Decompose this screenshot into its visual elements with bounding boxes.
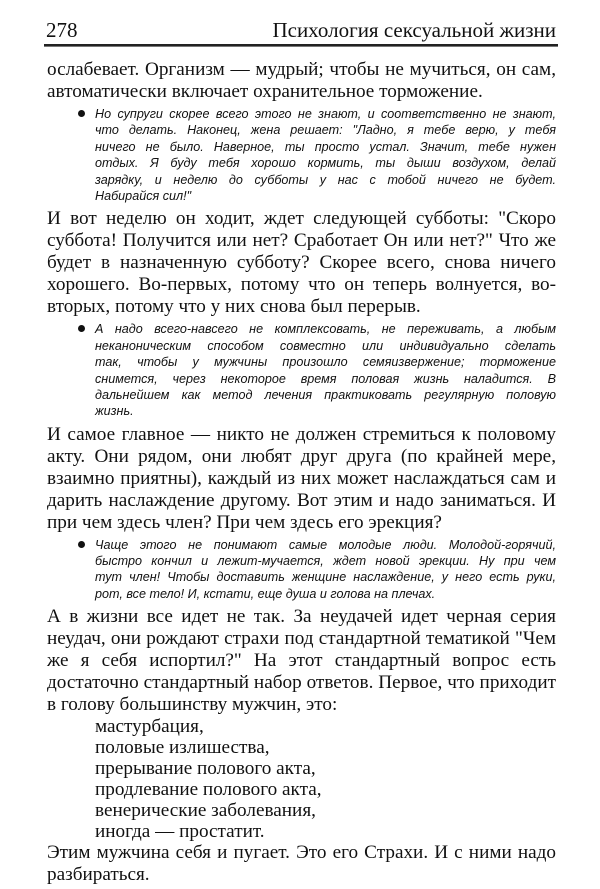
list-item: иногда — простатит.: [95, 821, 265, 843]
text-line: И вот неделю он ходит, ждет следующей субботы: "Скоро: [47, 208, 556, 230]
text-line: автоматически включает охранительное торможение.: [47, 81, 483, 102]
text-line: вторых, потому что у них снова был перерыв.: [47, 296, 421, 318]
list-item: мастурбация,: [95, 716, 204, 738]
paragraph: [47, 424, 556, 534]
list-item: прерывание полового акта,: [95, 758, 316, 780]
text-line: тут член! Чтобы доставить женщине наслаждение, у него есть руки,: [95, 570, 556, 585]
text-line: А в жизни все идет не так. За неудачей идет черная серия: [47, 606, 556, 628]
text-line: жизнь.: [95, 404, 134, 419]
bullet-icon: [78, 110, 85, 117]
text-line: при чем здесь член? При чем здесь его эрекция?: [47, 511, 442, 533]
bullet-icon: [78, 541, 85, 548]
bullet-note: [95, 321, 556, 419]
text-line: же я себя испортил?" На этот стандартный вопрос есть: [47, 650, 556, 672]
bullet-note: [95, 106, 556, 204]
running-title: Психология сексуальной жизни: [272, 18, 556, 42]
text-line: Набирайся сил!": [95, 188, 192, 203]
bullet-note: [95, 537, 556, 603]
text-line: неканоническим способом совместно или индивидуально сделать: [95, 338, 556, 353]
text-line: достаточно стандартный набор ответов. Первое, что приходит: [47, 672, 556, 694]
text-line: И самое главное — никто не должен стремиться к половому: [47, 423, 556, 445]
text-line: зарядку, и неделю до субботы у нас с тобой ничего не будет.: [95, 172, 556, 187]
text-line: снимется, через некоторое время половая жизнь наладится. В: [95, 371, 556, 386]
text-line: взаимно приятны), каждый из них может наслаждаться сам и: [47, 467, 556, 489]
header-rule: [44, 44, 558, 47]
paragraph: [47, 208, 556, 318]
text-line: А надо всего-навсего не комплексовать, не переживать, а любым: [95, 322, 556, 337]
paragraph: [47, 606, 556, 716]
text-line: дальнейшем как метод лечения практиковать регулярную половую: [95, 387, 556, 402]
paragraph: [47, 842, 556, 886]
cause-list: [95, 716, 556, 842]
text-line: в голову большинству мужчин, это:: [47, 694, 338, 716]
page-body: [47, 59, 556, 886]
text-line: что делать. Наконец, жена решает: "Ладно, я тебе верю, у тебя: [95, 123, 556, 138]
page-number: 278: [46, 18, 78, 42]
text-line: акту. Они рядом, они любят друг друга (по крайней мере,: [47, 445, 556, 467]
list-item: венерические заболевания,: [95, 800, 316, 822]
text-line: неудач, они рождают страхи под стандартной тематикой "Чем: [47, 628, 556, 650]
text-line: так, чтобы у мужчины произошло семяизвержение; торможение: [95, 355, 556, 370]
text-line: Чаще этого не понимают самые молодые люди. Молодой-горячий,: [95, 537, 556, 552]
text-line: Этим мужчина себя и пугает. Это его Страхи. И с ними надо: [47, 842, 556, 864]
list-item: продлевание полового акта,: [95, 779, 322, 801]
text-line: Но супруги скорее всего этого не знают, и соответственно не знают,: [95, 107, 556, 121]
paragraph: [47, 59, 556, 103]
text-line: будет в назначенную субботу? Скорее всего, снова ничего: [47, 252, 556, 274]
text-line: разбираться.: [47, 864, 150, 886]
text-line: суббота! Получится или нет? Сработает Он или нет?" Что же: [47, 230, 556, 252]
text-line: дарить наслаждение другому. Вот этим и надо заниматься. И: [47, 489, 556, 511]
text-line: хорошего. Во-первых, потому что он теперь волнуется, во-: [47, 274, 556, 296]
text-line: быстро кончил и лежит-мучается, ждет новой эрекции. Ну при чем: [95, 554, 556, 569]
text-line: ослабевает. Организм — мудрый; чтобы не мучиться, он сам,: [47, 59, 556, 80]
bullet-icon: [78, 325, 85, 332]
list-item: половые излишества,: [95, 737, 270, 759]
text-line: рот, все тело! И, кстати, еще душа и голова на плечах.: [95, 586, 436, 601]
text-line: ничего не было. Наверное, ты просто устал. Значит, тебе нужен: [95, 139, 556, 154]
running-header: [46, 18, 556, 42]
text-line: отдых. Я буду тебя хорошо кормить, ты дыши воздухом, делай: [95, 156, 556, 171]
